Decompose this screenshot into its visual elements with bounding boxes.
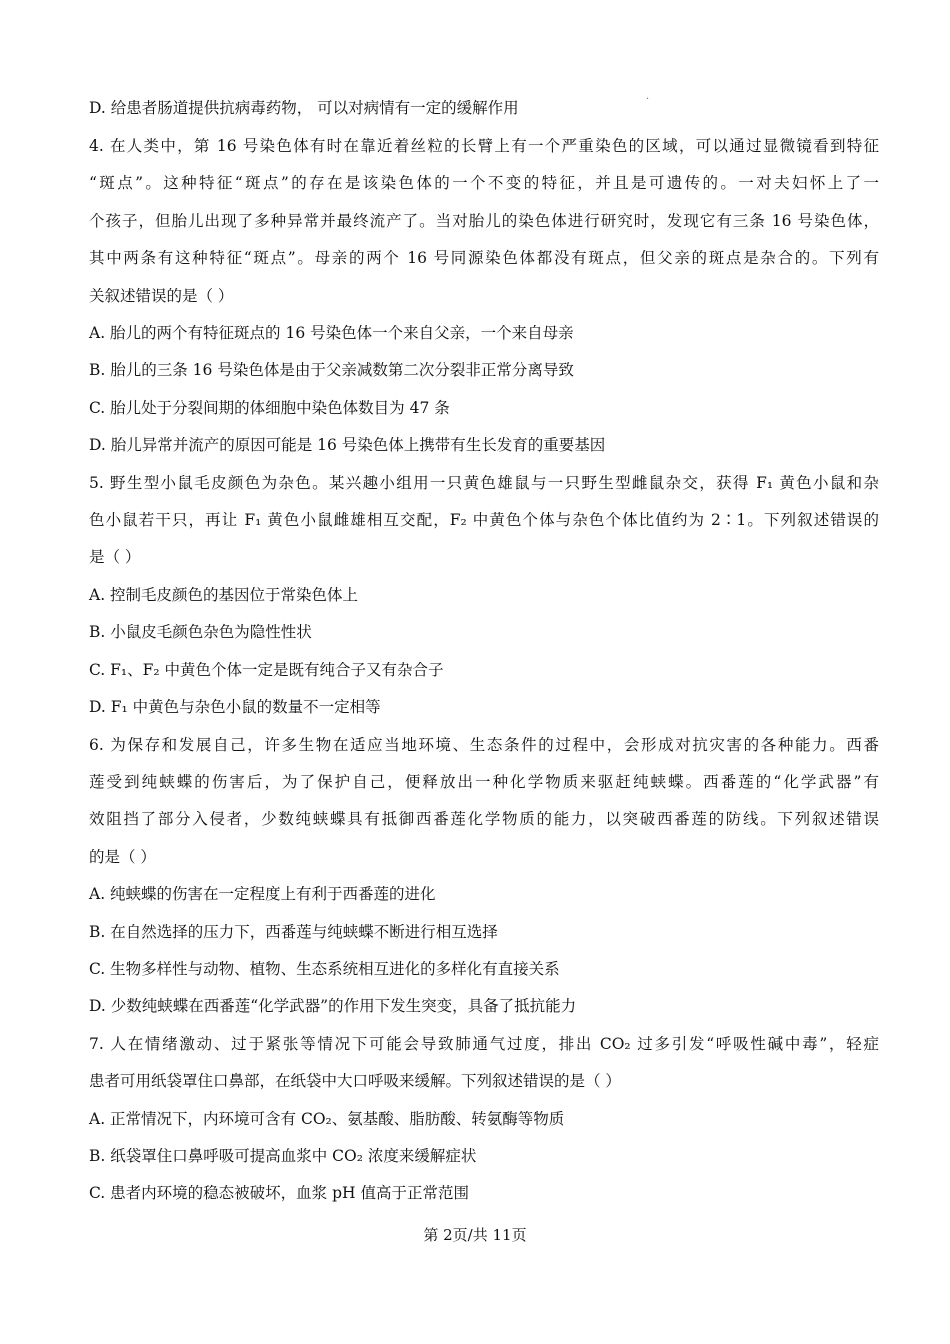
stray-dot: · xyxy=(646,94,650,105)
line-14: A. 控制毛皮颜色的基因位于常染色体上 xyxy=(89,586,359,604)
line-20: 效阻挡了部分入侵者，少数纯蛱蝶具有抵御西番莲化学物质的能力，以突破西番莲的防线。下列叙述错误 xyxy=(89,810,879,828)
line-9: C. 胎儿处于分裂间期的体细胞中染色体数目为 47 条 xyxy=(89,399,450,417)
line-13: 是（ ） xyxy=(89,548,141,566)
line-27: 患者可用纸袋罩住口鼻部，在纸袋中大口呼吸来缓解。下列叙述错误的是（ ） xyxy=(89,1072,621,1090)
line-15: B. 小鼠皮毛颜色杂色为隐性性状 xyxy=(89,623,312,641)
line-19: 莲受到纯蛱蝶的伤害后，为了保护自己，便释放出一种化学物质来驱赶纯蛱蝶。西番莲的“化学武器”有 xyxy=(89,773,879,791)
line-24: C. 生物多样性与动物、植物、生态系统相互进化的多样化有直接关系 xyxy=(89,960,560,978)
line-5: 其中两条有这种特征“斑点”。母亲的两个 16 号同源染色体都没有斑点，但父亲的斑点是杂合的。下列有 xyxy=(89,249,879,267)
line-6: 关叙述错误的是（ ） xyxy=(89,287,234,305)
line-8: B. 胎儿的三条 16 号染色体是由于父亲减数第二次分裂非正常分离导致 xyxy=(89,361,574,379)
line-18: 6. 为保存和发展自己，许多生物在适应当地环境、生态条件的过程中，会形成对抗灾害的各种能力。西番 xyxy=(89,736,879,754)
line-10: D. 胎儿异常并流产的原因可能是 16 号染色体上携带有生长发育的重要基因 xyxy=(89,436,606,454)
line-21: 的是（ ） xyxy=(89,848,156,866)
line-2: 4. 在人类中，第 16 号染色体有时在靠近着丝粒的长臂上有一个严重染色的区域，可以通过显微镜看到特征 xyxy=(89,137,879,155)
line-29: B. 纸袋罩住口鼻呼吸可提高血浆中 CO₂ 浓度来缓解症状 xyxy=(89,1147,477,1165)
line-3: “斑点”。这种特征“斑点”的存在是该染色体的一个不变的特征，并且是可遗传的。一对夫妇怀上了一 xyxy=(89,174,879,192)
page-footer: 第 2页/共 11页 xyxy=(423,1226,527,1244)
line-30: C. 患者内环境的稳态被破坏，血浆 pH 值高于正常范围 xyxy=(89,1184,469,1202)
line-28: A. 正常情况下，内环境可含有 CO₂、氨基酸、脂肪酸、转氨酶等物质 xyxy=(89,1110,565,1128)
line-12: 色小鼠若干只，再让 F₁ 黄色小鼠雌雄相互交配，F₂ 中黄色个体与杂色个体比值约为 2∶1。下列叙述错误的 xyxy=(89,511,879,529)
line-11: 5. 野生型小鼠毛皮颜色为杂色。某兴趣小组用一只黄色雄鼠与一只野生型雌鼠杂交，获得 F₁ 黄色小鼠和杂 xyxy=(89,474,879,492)
line-26: 7. 人在情绪激动、过于紧张等情况下可能会导致肺通气过度，排出 CO₂ 过多引发“呼吸性碱中毒”，轻症 xyxy=(89,1035,879,1053)
line-25: D. 少数纯蛱蝶在西番莲“化学武器”的作用下发生突变，具备了抵抗能力 xyxy=(89,997,577,1015)
line-4: 个孩子，但胎儿出现了多种异常并最终流产了。当对胎儿的染色体进行研究时，发现它有三条 16 号染色体， xyxy=(89,212,879,230)
line-22: A. 纯蛱蝶的伤害在一定程度上有利于西番莲的进化 xyxy=(89,885,436,903)
line-7: A. 胎儿的两个有特征斑点的 16 号染色体一个来自父亲，一个来自母亲 xyxy=(89,324,574,342)
line-23: B. 在自然选择的压力下，西番莲与纯蛱蝶不断进行相互选择 xyxy=(89,923,498,941)
line-1: D. 给患者肠道提供抗病毒药物， 可以对病情有一定的缓解作用 xyxy=(89,99,519,117)
line-17: D. F₁ 中黄色与杂色小鼠的数量不一定相等 xyxy=(89,698,381,716)
line-16: C. F₁、F₂ 中黄色个体一定是既有纯合子又有杂合子 xyxy=(89,661,444,679)
